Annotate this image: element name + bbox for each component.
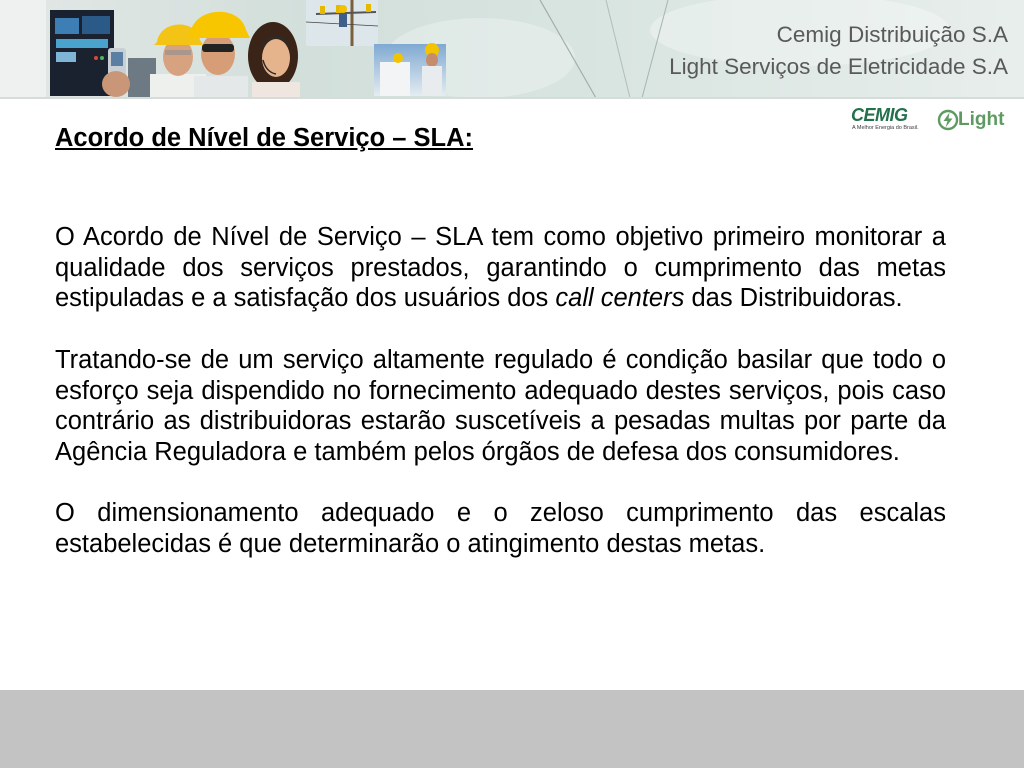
paragraph-dimensioning: O dimensionamento adequado e o zeloso cumprimento das escalas estabelecidas é que determinarão o atingimento destas metas. xyxy=(55,499,946,558)
header-bottom-edge xyxy=(0,97,1024,99)
slide-body xyxy=(55,222,946,560)
company-name-cemig: Cemig Distribuição S.A xyxy=(776,22,1008,47)
call-centers-emphasis: call centers xyxy=(555,284,685,313)
status-light xyxy=(94,56,98,60)
crew-body xyxy=(422,66,442,96)
safety-glasses xyxy=(165,50,191,55)
lightning-bolt-icon xyxy=(944,113,953,128)
field-crew-photo xyxy=(374,43,446,96)
status-light xyxy=(100,56,104,60)
paragraph-text: das Distribuidoras. xyxy=(684,284,903,313)
cemig-logo xyxy=(851,105,917,135)
crew-face xyxy=(426,53,438,67)
slide-header xyxy=(0,0,1024,100)
control-screen xyxy=(56,52,76,62)
lineman-body xyxy=(339,13,347,27)
agent-shoulders xyxy=(252,82,300,98)
lightning-bolt-circle-icon xyxy=(937,109,959,131)
cemig-tagline: A Melhor Energia do Brasil. xyxy=(852,125,919,131)
paragraph-sla-objective xyxy=(55,222,946,314)
company-name-light: Light Serviços de Eletricidade S.A xyxy=(669,54,1008,79)
header-left-strip xyxy=(0,0,46,98)
utility-pole-photo xyxy=(306,0,378,46)
light-logo xyxy=(937,108,1009,132)
paragraph-text: O Acordo de Nível de Serviço – SLA tem como objetivo primeiro monitorar a qualidade dos serviços prestados, garantindo o cumprimento das metas estipuladas e a satisfação dos usuários dos xyxy=(55,223,946,313)
insulator xyxy=(320,6,325,14)
control-screen xyxy=(55,18,79,34)
handheld-screen xyxy=(111,52,123,66)
worker-face xyxy=(201,33,235,75)
header-banner-graphic xyxy=(0,0,1024,100)
slide-title: Acordo de Nível de Serviço – SLA: xyxy=(55,124,474,152)
hand xyxy=(102,71,130,97)
sunglasses xyxy=(202,44,234,52)
footer-band xyxy=(0,690,1024,768)
field-structure xyxy=(380,62,410,96)
cemig-wordmark: CEMIG xyxy=(851,105,908,125)
control-screen xyxy=(82,16,110,34)
light-wordmark: Light xyxy=(958,109,1005,130)
worker-shirt xyxy=(194,76,248,98)
crew-helmet xyxy=(393,53,403,63)
agent-face xyxy=(262,39,290,77)
lineman-helmet xyxy=(339,5,347,13)
paragraph-regulation: Tratando-se de um serviço altamente regulado é condição basilar que todo o esforço seja dispendido no fornecimento adequado destes serviços, pois caso contrário as distribuidoras estarão suscetíveis a pesadas multas por parte da Agência Reguladora e também pelos órgãos de defesa dos consumidores. xyxy=(55,345,946,466)
control-screen xyxy=(56,39,108,48)
insulator xyxy=(366,4,371,12)
